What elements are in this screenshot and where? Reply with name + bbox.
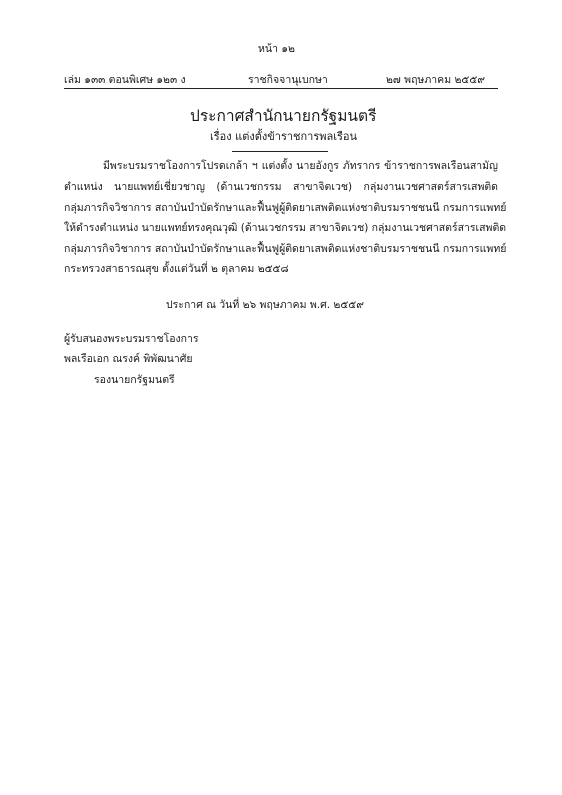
signatory-name: พลเรือเอก ณรงค์ พิพัฒนาศัย — [64, 353, 193, 365]
volume-issue: เล่ม ๑๓๓ ตอนพิเศษ ๑๒๓ ง — [64, 74, 186, 86]
document-title: ประกาศสำนักนายกรัฐมนตรี — [190, 107, 377, 125]
body-line-3: กลุ่มภารกิจวิชาการ สถาบันบำบัดรักษาและฟื้นฟูผู้ติดยาเสพติดแห่งชาติบรมราชชนนี กรมการแพทย์ — [64, 202, 507, 214]
gazette-date: ๒๗ พฤษภาคม ๒๕๕๙ — [386, 74, 485, 86]
body-line-4: ให้ดำรงตำแหน่ง นายแพทย์ทรงคุณวุฒิ (ด้านเวชกรรม สาขาจิตเวช) กลุ่มงานเวชศาสตร์สารเสพติด — [64, 222, 507, 234]
signatory-position: รองนายกรัฐมนตรี — [94, 374, 175, 386]
gazette-name: ราชกิจจานุเบกษา — [248, 74, 328, 86]
body-line-2: ตำแหน่ง นายแพทย์เชี่ยวชาญ (ด้านเวชกรรม สาขาจิตเวช) กลุ่มงานเวชศาสตร์สารเสพติด — [64, 181, 498, 193]
body-line-5: กลุ่มภารกิจวิชาการ สถาบันบำบัดรักษาและฟื้นฟูผู้ติดยาเสพติดแห่งชาติบรมราชชนนี กรมการแพทย์ — [64, 243, 507, 255]
countersign-label: ผู้รับสนองพระบรมราชโองการ — [64, 333, 199, 345]
body-line-6: กระทรวงสาธารณสุข ตั้งแต่วันที่ ๒ ตุลาคม ๒๕๕๘ — [64, 263, 289, 275]
page-number: หน้า ๑๒ — [258, 43, 295, 55]
body-line-1: มีพระบรมราชโองการโปรดเกล้า ฯ แต่งตั้ง นายอังกูร ภัทรากร ข้าราชการพลเรือนสามัญ — [103, 160, 498, 172]
title-underline — [232, 151, 328, 152]
announcement-date: ประกาศ ณ วันที่ ๒๖ พฤษภาคม พ.ศ. ๒๕๕๙ — [166, 299, 364, 311]
header-divider — [64, 88, 498, 89]
document-subject: เรื่อง แต่งตั้งข้าราชการพลเรือน — [210, 130, 358, 143]
